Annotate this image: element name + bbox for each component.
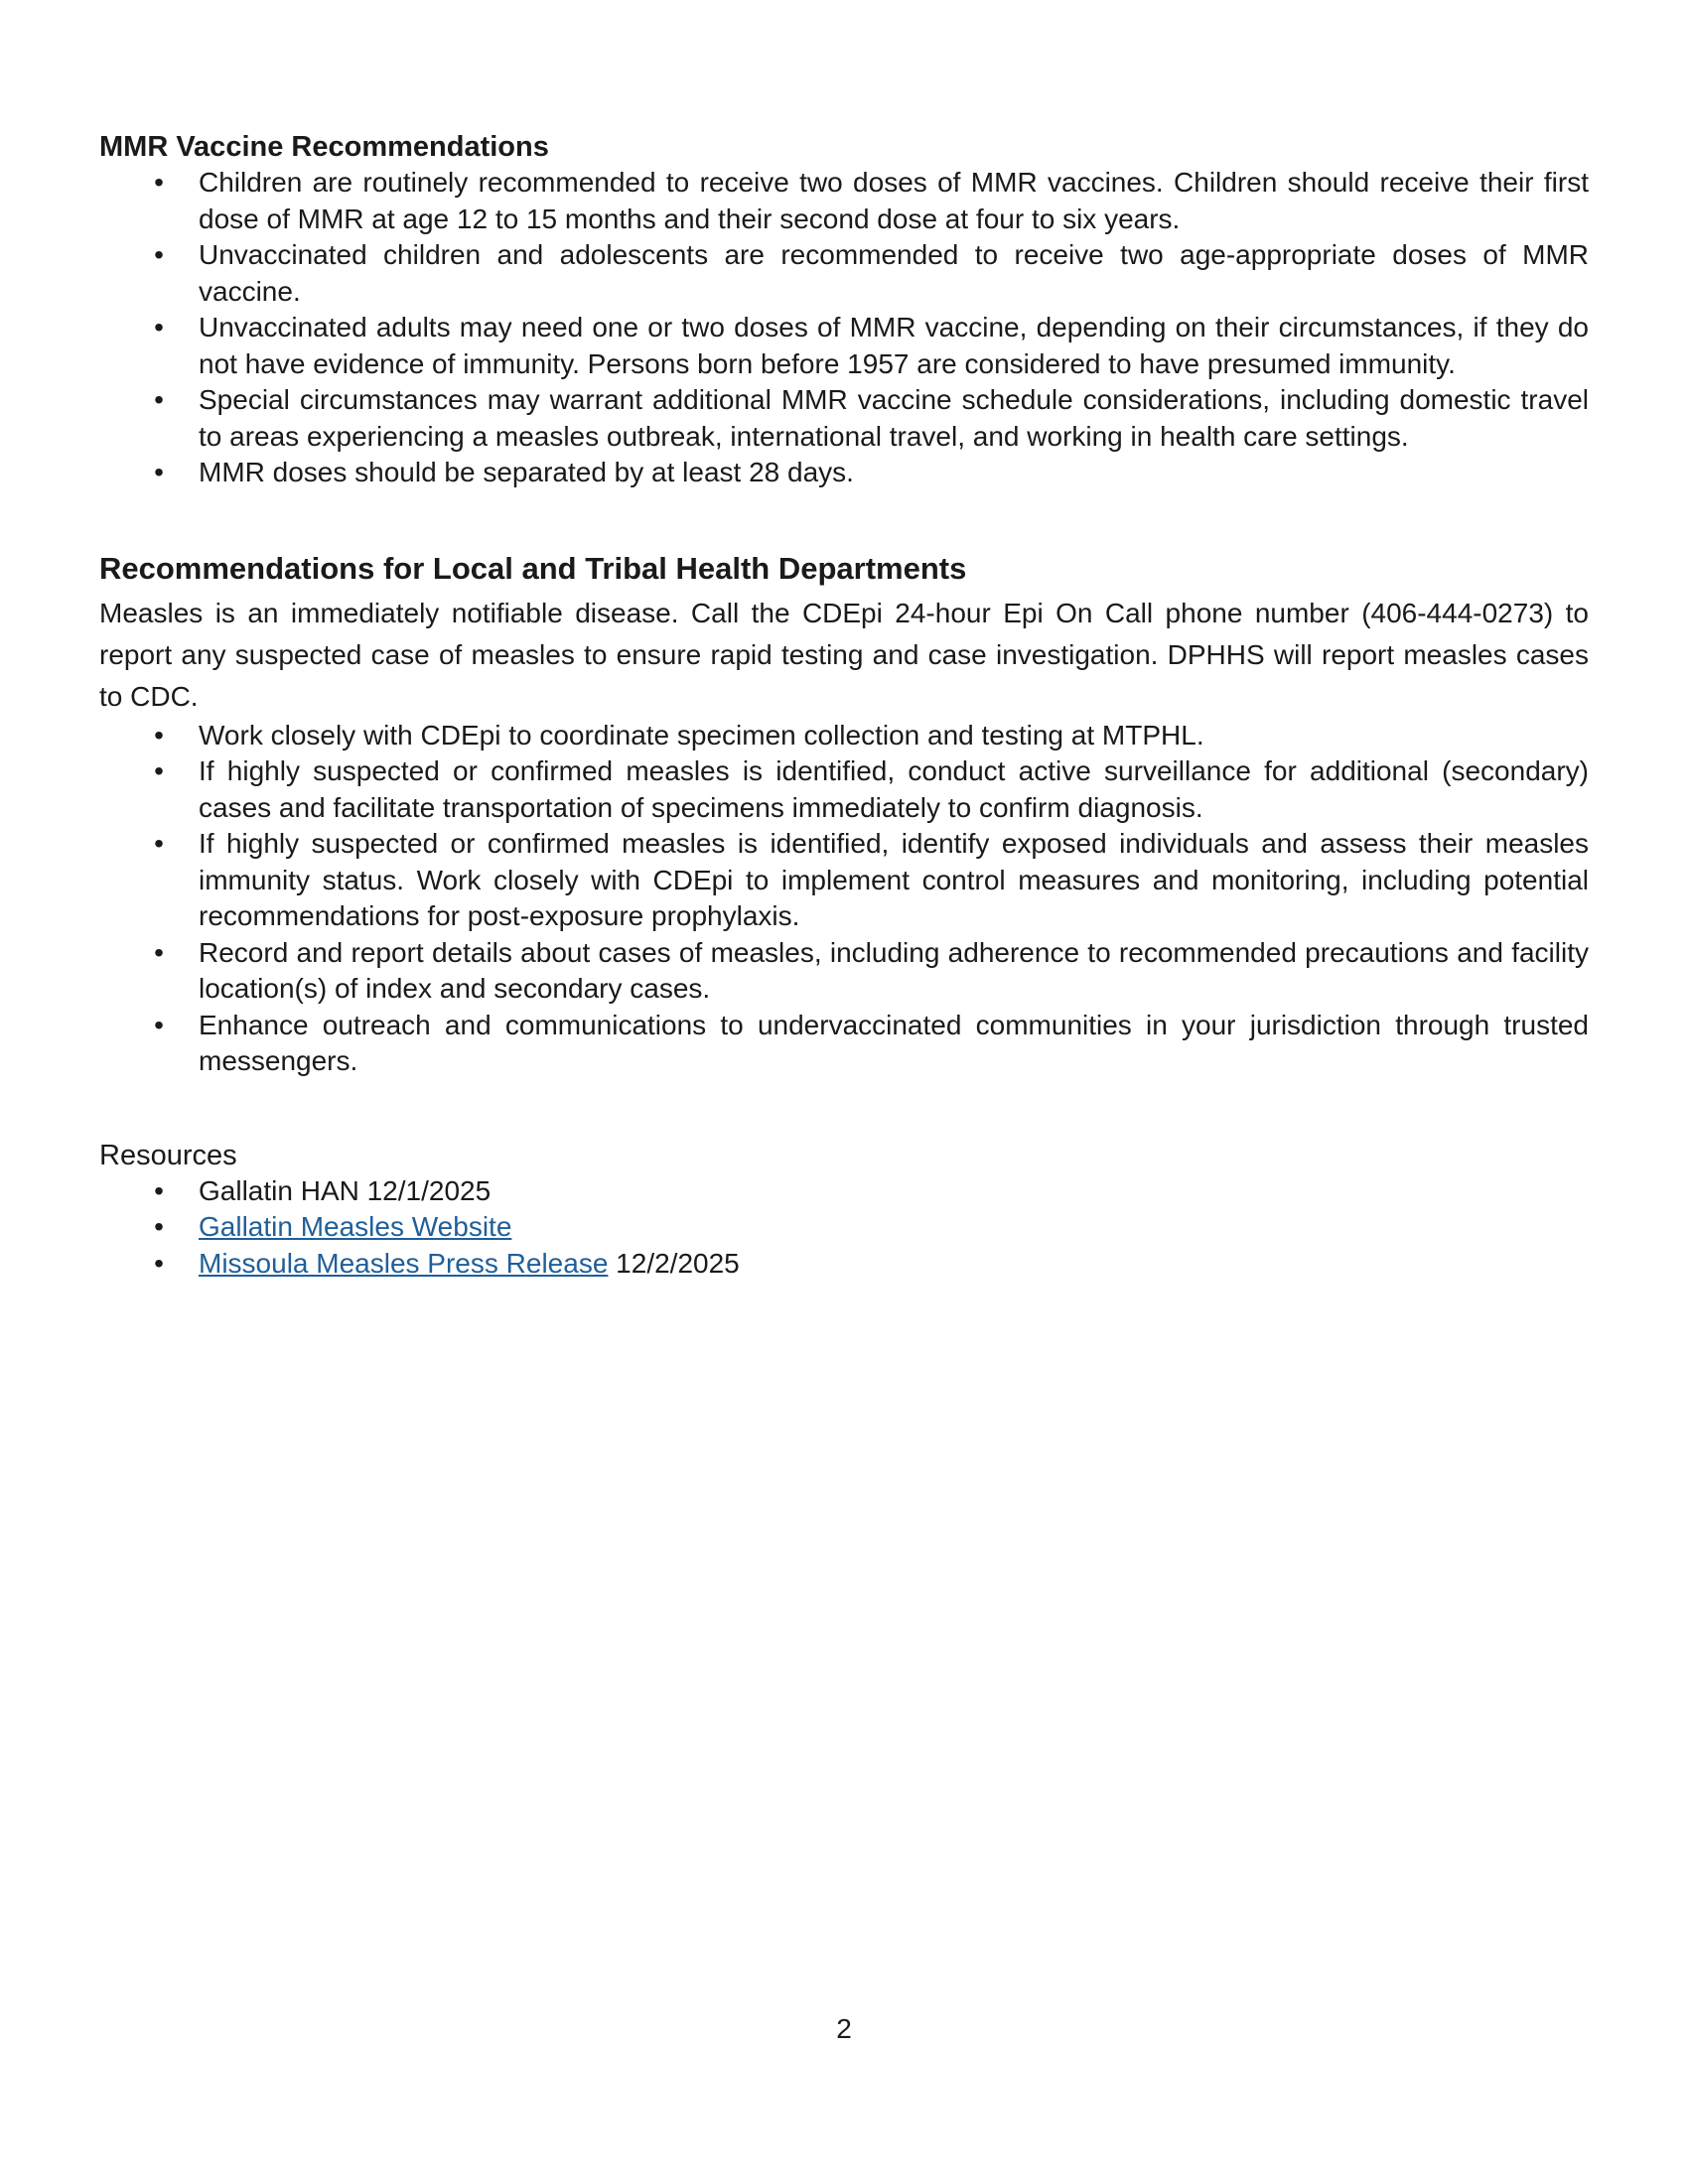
list-item-text: MMR doses should be separated by at least 28 days. [199,457,854,487]
list-item [99,1173,1589,1210]
list-item-text: Enhance outreach and communications to undervaccinated communities in your jurisdiction through trusted messengers. [199,1009,1589,1076]
list-item [99,935,1589,1008]
list-item [99,165,1589,237]
bullet-icon: • [154,384,164,415]
resources-bullet-list [99,1173,1589,1283]
list-item [99,718,1589,754]
list-item-text: Unvaccinated children and adolescents are recommended to receive two age-appropriate doses of MMR vaccine. [199,239,1589,307]
list-item [99,310,1589,382]
list-item [99,382,1589,455]
list-item [99,826,1589,935]
bullet-icon: • [154,719,164,751]
list-item-text: If highly suspected or confirmed measles is identified, conduct active surveillance for additional (secondary) cases and facilitate transportation of specimens immediately to confirm diagnosis. [199,755,1589,823]
list-item [99,753,1589,826]
local-section-intro: Measles is an immediately notifiable disease. Call the CDEpi 24-hour Epi On Call phone number (406-444-0273) to report any suspected case of measles to ensure rapid testing and case investigation. DPHHS will report measles cases to CDC. [99,597,1589,712]
local-bullet-list [99,718,1589,1080]
missoula-press-release-link[interactable]: Missoula Measles Press Release [199,1247,609,1279]
bullet-icon: • [154,1174,164,1206]
bullet-icon: • [154,312,164,342]
resource-gallatin-han: Gallatin HAN 12/1/2025 [199,1174,492,1206]
list-item [99,1246,1589,1283]
bullet-icon: • [154,239,164,270]
list-item-text: Children are routinely recommended to receive two doses of MMR vaccines. Children should receive their first dose of MMR at age 12 to 15 months and their second dose at four to six years. [199,167,1589,234]
bullet-icon: • [154,828,164,859]
list-item-text: Record and report details about cases of measles, including adherence to recommended precautions and facility location(s) of index and secondary cases. [199,936,1589,1004]
list-item [99,1209,1589,1246]
bullet-icon: • [154,755,164,786]
mmr-bullet-list [99,165,1589,491]
list-item-text: Special circumstances may warrant additional MMR vaccine schedule considerations, including domestic travel to areas experiencing a measles outbreak, international travel, and working in health care settings. [199,384,1589,452]
local-section-title: Recommendations for Local and Tribal Health Departments [99,550,967,586]
list-item-text: Unvaccinated adults may need one or two doses of MMR vaccine, depending on their circumstances, if they do not have evidence of immunity. Persons born before 1957 are considered to have presumed immunity. [199,312,1589,379]
gallatin-measles-website-link[interactable]: Gallatin Measles Website [199,1211,512,1242]
list-item-text: If highly suspected or confirmed measles is identified, identify exposed individuals and assess their measles immunity status. Work closely with CDEpi to implement control measures and monitoring, including potential recommendations for post-exposure prophylaxis. [199,828,1589,931]
bullet-icon: • [154,1211,164,1242]
bullet-icon: • [154,167,164,198]
list-item [99,1008,1589,1080]
bullet-icon: • [154,1247,164,1279]
list-item [99,455,1589,491]
page-number: 2 [836,2013,852,2044]
document-page [99,129,1589,1282]
mmr-section-title: MMR Vaccine Recommendations [99,131,549,163]
list-item-text: Work closely with CDEpi to coordinate specimen collection and testing at MTPHL. [199,719,1204,751]
resource-date: 12/2/2025 [608,1247,740,1279]
list-item [99,237,1589,310]
bullet-icon: • [154,457,164,487]
bullet-icon: • [154,1009,164,1040]
bullet-icon: • [154,936,164,968]
resources-section-title: Resources [99,1139,237,1171]
